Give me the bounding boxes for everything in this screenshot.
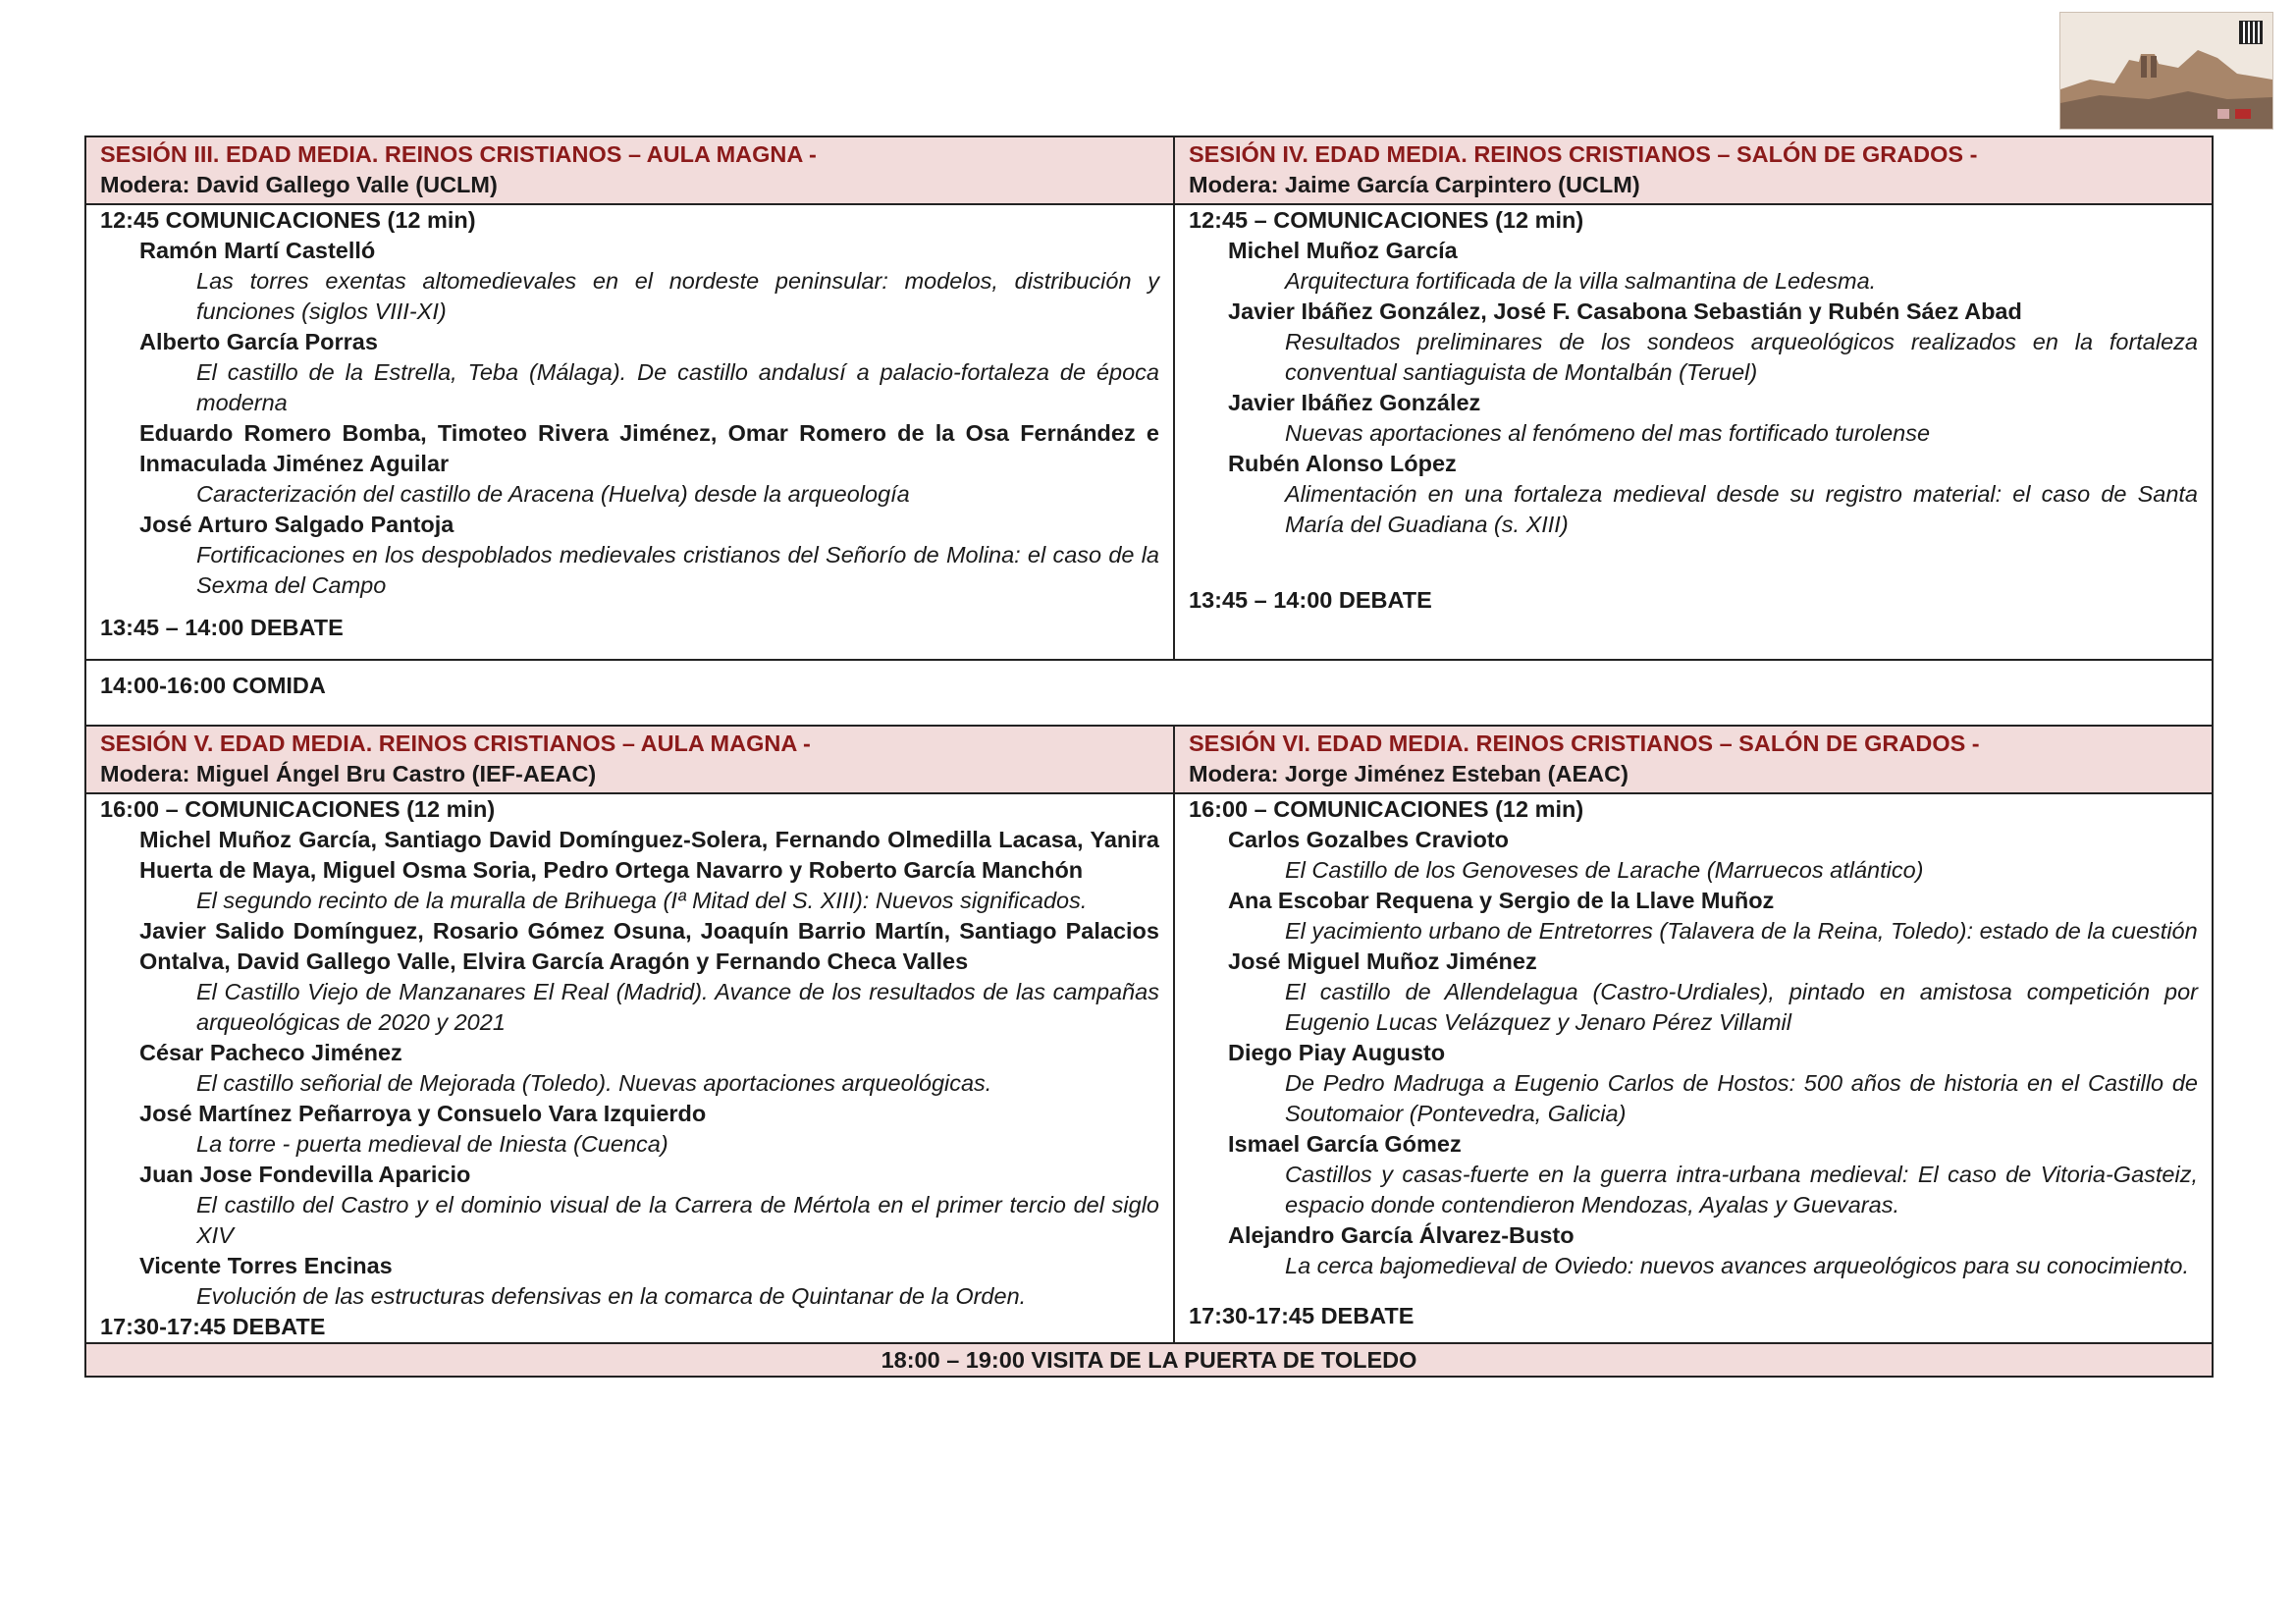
talk-title: De Pedro Madruga a Eugenio Carlos de Hostos: 500 años de historia en el Castillo de Soutomaior (Pontevedra, Galicia) bbox=[1285, 1070, 2198, 1126]
talk-title: Las torres exentas altomedievales en el nordeste peninsular: modelos, distribución y funciones (siglos VIII-XI) bbox=[196, 268, 1159, 324]
session-3-moderator: Modera: David Gallego Valle (UCLM) bbox=[100, 172, 498, 197]
talk-title: El castillo de la Estrella, Teba (Málaga). De castillo andalusí a palacio-fortaleza de época moderna bbox=[196, 359, 1159, 415]
talk-authors: Javier Ibáñez González bbox=[1228, 390, 1481, 415]
talk-authors: César Pacheco Jiménez bbox=[139, 1040, 402, 1065]
lunch-break: 14:00-16:00 COMIDA bbox=[85, 660, 2213, 726]
talk-authors: José Martínez Peñarroya y Consuelo Vara Izquierdo bbox=[139, 1101, 707, 1126]
talk-authors: Juan Jose Fondevilla Aparicio bbox=[139, 1162, 471, 1187]
session-5-debate: 17:30-17:45 DEBATE bbox=[100, 1314, 326, 1339]
talk-title: Resultados preliminares de los sondeos arqueológicos realizados en la fortaleza conventual santiaguista de Montalbán (Teruel) bbox=[1285, 329, 2198, 385]
session-4-slot: 12:45 – COMUNICACIONES (12 min) bbox=[1189, 207, 1584, 233]
talk-title: El Castillo Viejo de Manzanares El Real (Madrid). Avance de los resultados de las campañas arqueológicas de 2020 y 2021 bbox=[196, 979, 1159, 1035]
talk-title: Fortificaciones en los despoblados medievales cristianos del Señorío de Molina: el caso de la Sexma del Campo bbox=[196, 542, 1159, 598]
lunch-row bbox=[85, 660, 2213, 726]
congress-logo bbox=[2059, 12, 2273, 130]
talk-title: La cerca bajomedieval de Oviedo: nuevos avances arqueológicos para su conocimiento. bbox=[1285, 1253, 2189, 1278]
session-4-moderator: Modera: Jaime García Carpintero (UCLM) bbox=[1189, 172, 1640, 197]
talk-title: El Castillo de los Genoveses de Larache (Marruecos atlántico) bbox=[1285, 857, 1924, 883]
session-3-slot: 12:45 COMUNICACIONES (12 min) bbox=[100, 207, 476, 233]
session-6-slot: 16:00 – COMUNICACIONES (12 min) bbox=[1189, 796, 1584, 822]
talk-authors: Ismael García Gómez bbox=[1228, 1131, 1462, 1157]
talk-authors: José Miguel Muñoz Jiménez bbox=[1228, 948, 1537, 974]
visit-puerta-toledo: 18:00 – 19:00 VISITA DE LA PUERTA DE TOLEDO bbox=[85, 1343, 2213, 1377]
program-table bbox=[84, 135, 2214, 1378]
session-5-header bbox=[85, 726, 1174, 793]
talk-title: La torre - puerta medieval de Iniesta (Cuenca) bbox=[196, 1131, 668, 1157]
session-4-header bbox=[1174, 136, 2213, 204]
talk-title: Arquitectura fortificada de la villa salmantina de Ledesma. bbox=[1285, 268, 1877, 294]
visit-row bbox=[85, 1343, 2213, 1377]
talk-authors: Carlos Gozalbes Cravioto bbox=[1228, 827, 1509, 852]
talk-title: El yacimiento urbano de Entretorres (Talavera de la Reina, Toledo): estado de la cuestión bbox=[1285, 918, 2198, 944]
session-6-body bbox=[1174, 793, 2213, 1343]
talk-authors: Alejandro García Álvarez-Busto bbox=[1228, 1222, 1575, 1248]
talk-authors: José Arturo Salgado Pantoja bbox=[139, 512, 454, 537]
talk-authors: Javier Ibáñez González, José F. Casabona Sebastián y Rubén Sáez Abad bbox=[1228, 298, 2022, 324]
talk-title: Castillos y casas-fuerte en la guerra intra-urbana medieval: El caso de Vitoria-Gasteiz, espacio donde contendieron Mendozas, Ayalas y Guevaras. bbox=[1285, 1162, 2198, 1218]
talk-authors: Ramón Martí Castelló bbox=[139, 238, 376, 263]
talk-authors: Michel Muñoz García bbox=[1228, 238, 1458, 263]
talk-title: El castillo señorial de Mejorada (Toledo). Nuevas aportaciones arqueológicas. bbox=[196, 1070, 992, 1096]
session-6-debate: 17:30-17:45 DEBATE bbox=[1189, 1303, 1415, 1328]
session-3-header bbox=[85, 136, 1174, 204]
session-5-slot: 16:00 – COMUNICACIONES (12 min) bbox=[100, 796, 496, 822]
session-3-debate: 13:45 – 14:00 DEBATE bbox=[100, 615, 344, 640]
talk-authors: Eduardo Romero Bomba, Timoteo Rivera Jiménez, Omar Romero de la Osa Fernández e Inmaculada Jiménez Aguilar bbox=[139, 420, 1159, 476]
session-4-title: SESIÓN IV. EDAD MEDIA. REINOS CRISTIANOS – SALÓN DE GRADOS - bbox=[1189, 141, 1978, 167]
session-header-row bbox=[85, 726, 2213, 793]
session-4-body bbox=[1174, 204, 2213, 660]
talk-authors: Ana Escobar Requena y Sergio de la Llave Muñoz bbox=[1228, 888, 1775, 913]
session-6-header bbox=[1174, 726, 2213, 793]
session-6-title: SESIÓN VI. EDAD MEDIA. REINOS CRISTIANOS – SALÓN DE GRADOS - bbox=[1189, 731, 1980, 756]
talk-authors: Diego Piay Augusto bbox=[1228, 1040, 1446, 1065]
talk-title: El castillo del Castro y el dominio visual de la Carrera de Mértola en el primer tercio del siglo XIV bbox=[196, 1192, 1159, 1248]
session-3-title: SESIÓN III. EDAD MEDIA. REINOS CRISTIANOS – AULA MAGNA - bbox=[100, 141, 817, 167]
session-body-row bbox=[85, 204, 2213, 660]
talk-title: Evolución de las estructuras defensivas en la comarca de Quintanar de la Orden. bbox=[196, 1283, 1027, 1309]
talk-authors: Alberto García Porras bbox=[139, 329, 378, 354]
talk-authors: Javier Salido Domínguez, Rosario Gómez Osuna, Joaquín Barrio Martín, Santiago Palacios Ontalva, David Gallego Valle, Elvira García Aragón y Fernando Checa Valles bbox=[139, 918, 1159, 974]
talk-authors: Rubén Alonso López bbox=[1228, 451, 1457, 476]
session-6-moderator: Modera: Jorge Jiménez Esteban (AEAC) bbox=[1189, 761, 1629, 786]
session-header-row bbox=[85, 136, 2213, 204]
talk-title: El segundo recinto de la muralla de Brihuega (Iª Mitad del S. XIII): Nuevos significados. bbox=[196, 888, 1088, 913]
talk-title: Nuevas aportaciones al fenómeno del mas fortificado turolense bbox=[1285, 420, 1931, 446]
talk-authors: Michel Muñoz García, Santiago David Domínguez-Solera, Fernando Olmedilla Lacasa, Yanira Huerta de Maya, Miguel Osma Soria, Pedro Ortega Navarro y Roberto García Manchón bbox=[139, 827, 1159, 883]
session-5-moderator: Modera: Miguel Ángel Bru Castro (IEF-AEAC) bbox=[100, 761, 597, 786]
talk-title: El castillo de Allendelagua (Castro-Urdiales), pintado en amistosa competición por Eugenio Lucas Velázquez y Jenaro Pérez Villamil bbox=[1285, 979, 2198, 1035]
session-3-body bbox=[85, 204, 1174, 660]
session-5-title: SESIÓN V. EDAD MEDIA. REINOS CRISTIANOS – AULA MAGNA - bbox=[100, 731, 811, 756]
session-5-body bbox=[85, 793, 1174, 1343]
talk-title: Alimentación en una fortaleza medieval desde su registro material: el caso de Santa María del Guadiana (s. XIII) bbox=[1285, 481, 2198, 537]
session-body-row bbox=[85, 793, 2213, 1343]
talk-title: Caracterización del castillo de Aracena (Huelva) desde la arqueología bbox=[196, 481, 910, 507]
session-4-debate: 13:45 – 14:00 DEBATE bbox=[1189, 587, 1432, 613]
talk-authors: Vicente Torres Encinas bbox=[139, 1253, 393, 1278]
